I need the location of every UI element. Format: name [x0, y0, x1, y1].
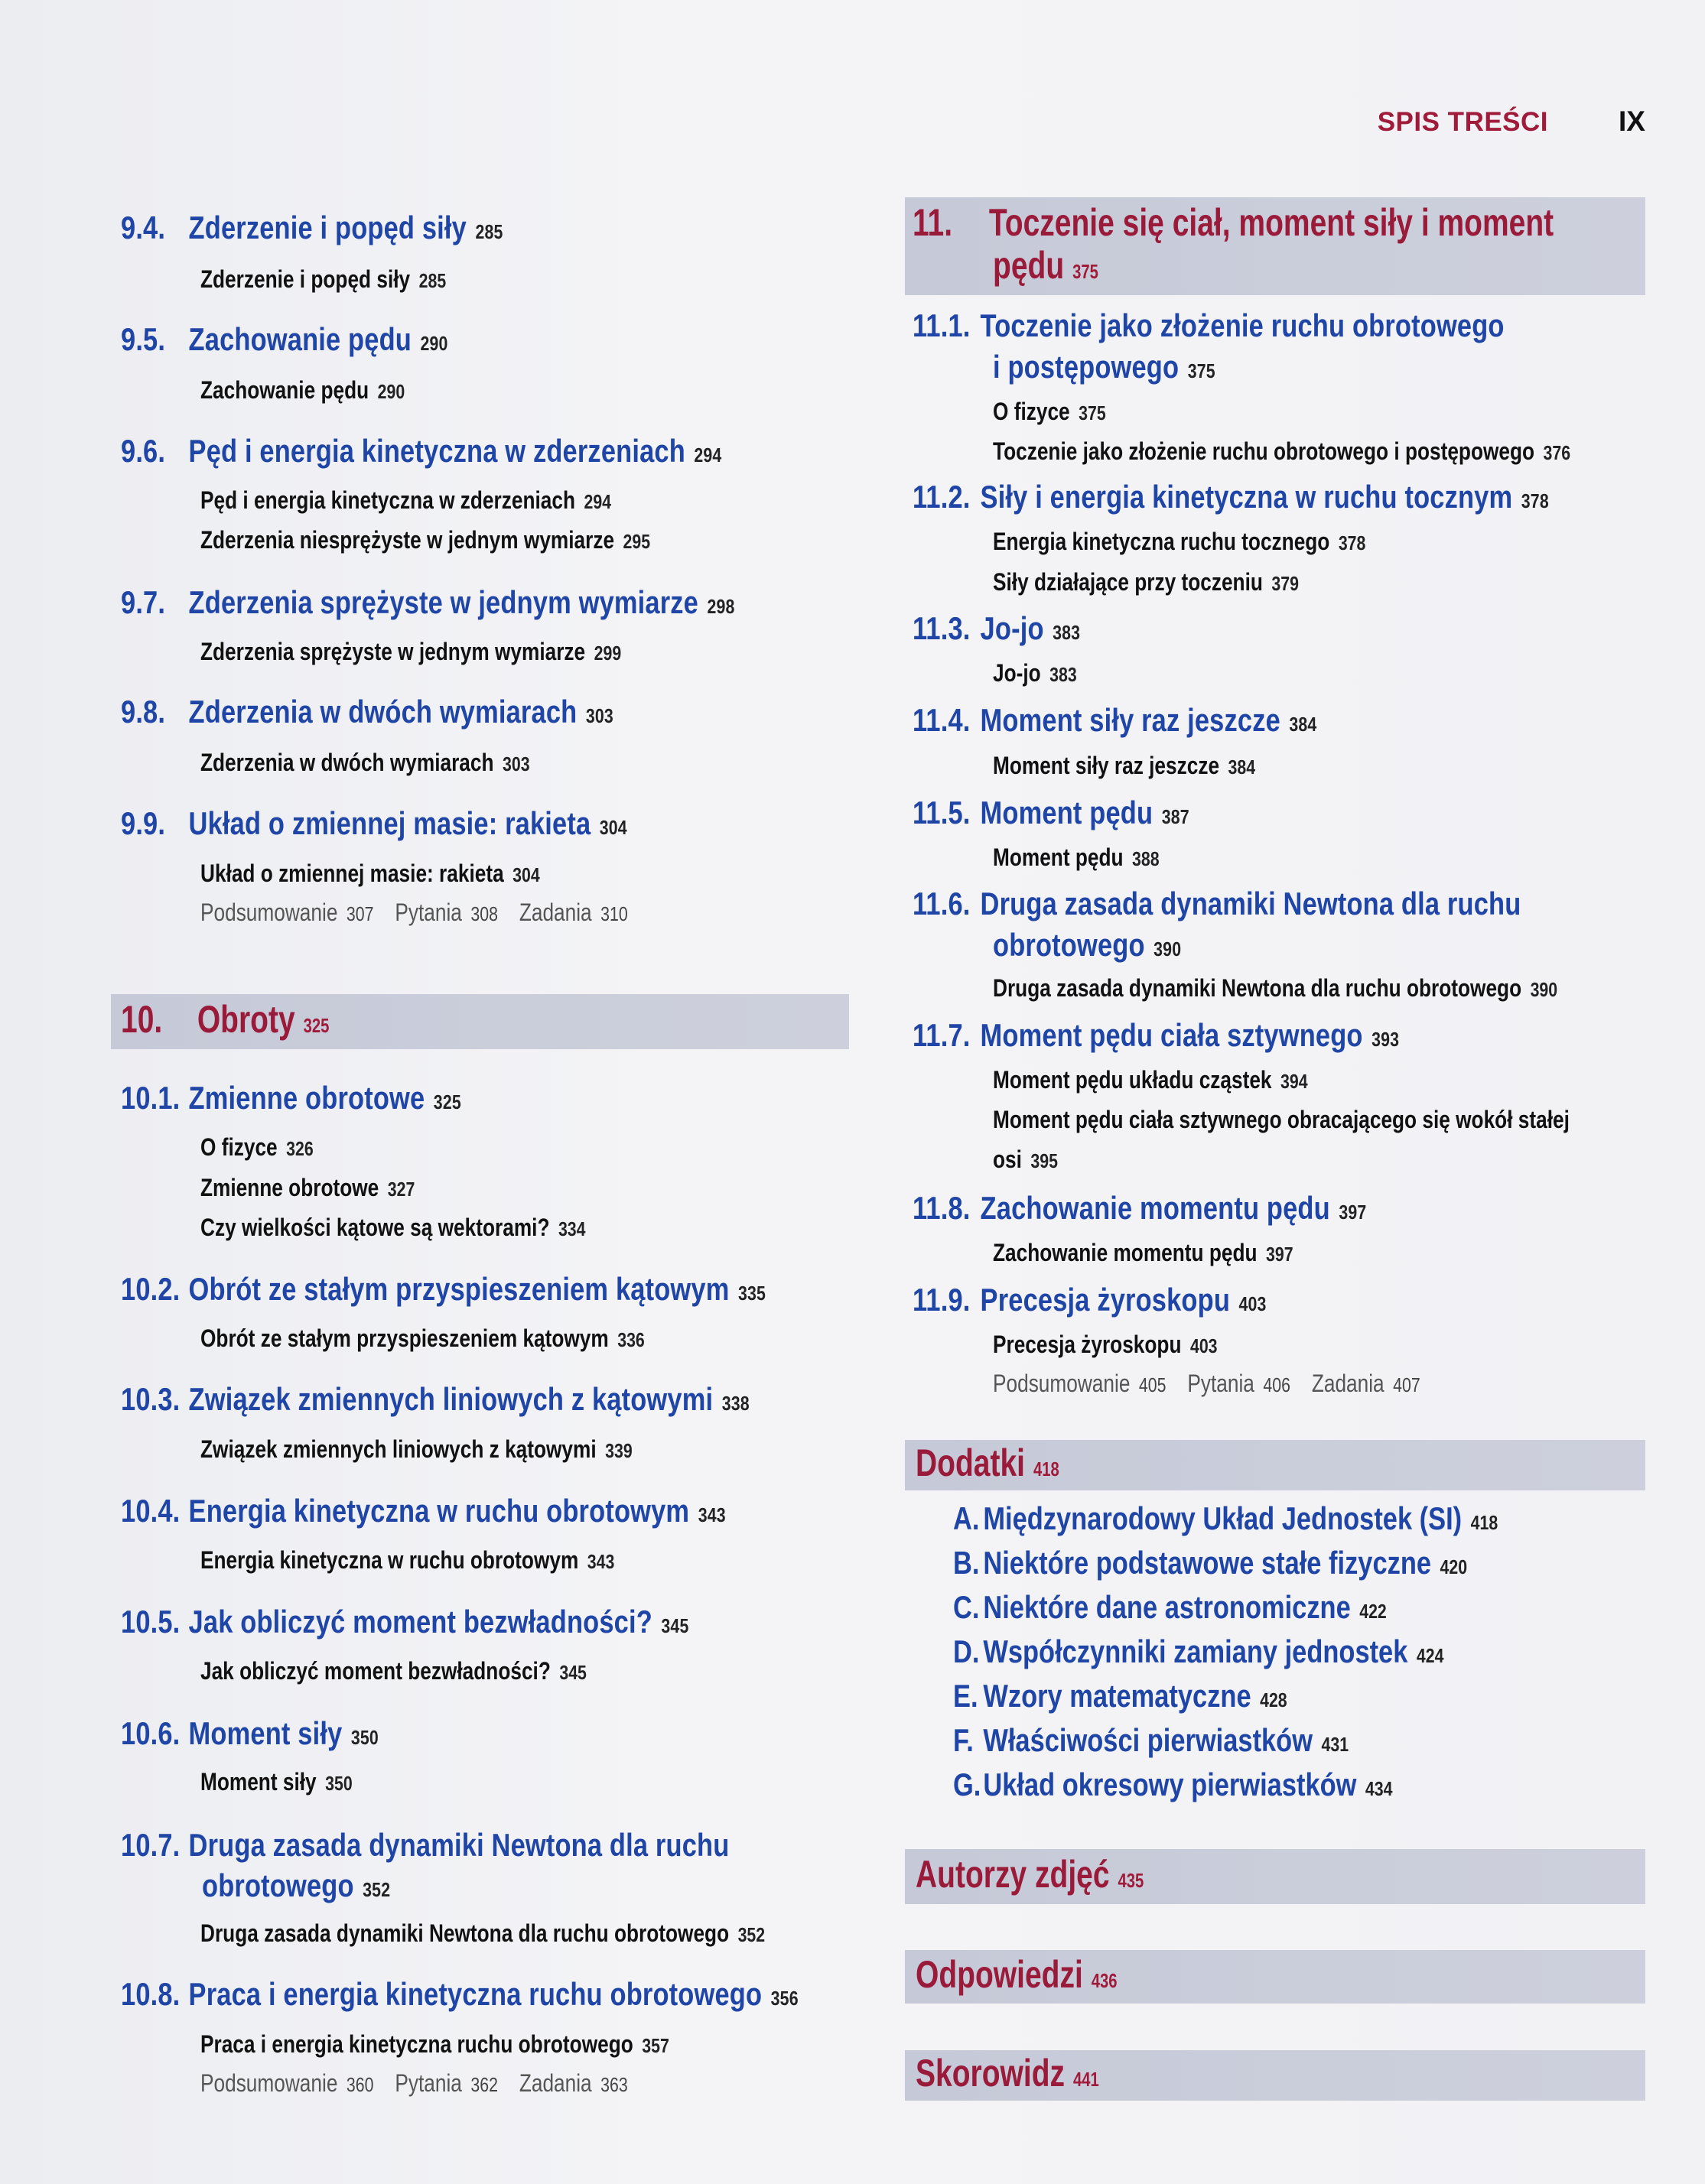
toc-subsection[interactable]: O fizyce 375	[993, 398, 1106, 425]
toc-subsection[interactable]: Moment pędu 388	[993, 843, 1160, 871]
toc-appendix-d[interactable]: D. Współczynniki zamiany jednostek 424	[953, 1633, 1444, 1669]
toc-section-11-6[interactable]: 11.6. Druga zasada dynamiki Newtona dla ruchu	[913, 886, 1521, 921]
toc-section-10-6[interactable]: 10.6. Moment siły 350	[121, 1715, 379, 1751]
toc-subsection[interactable]: Energia kinetyczna ruchu tocznego 378	[993, 528, 1366, 555]
toc-skorowidz[interactable]: Skorowidz 441	[916, 2052, 1099, 2095]
toc-section-11-1[interactable]: 11.1. Toczenie jako złożenie ruchu obrotowego	[913, 307, 1505, 343]
toc-subsection[interactable]: Czy wielkości kątowe są wektorami? 334	[200, 1214, 586, 1241]
toc-section-11-3[interactable]: 11.3. Jo-jo 383	[913, 610, 1081, 646]
toc-appendix-b[interactable]: B. Niektóre podstawowe stałe fizyczne 420	[953, 1545, 1468, 1581]
header-title: SPIS TREŚCI	[1377, 107, 1549, 137]
toc-subsection[interactable]: Obrót ze stałym przyspieszeniem kątowym 336	[200, 1324, 645, 1352]
toc-section-11-9[interactable]: 11.9. Precesja żyroskopu 403	[913, 1282, 1267, 1318]
toc-section-9-4[interactable]: 9.4. Zderzenie i popęd siły 285	[121, 210, 503, 245]
toc-chapter-9-summary[interactable]: Podsumowanie 307 Pytania 308 Zadania 310	[200, 899, 628, 926]
toc-subsection[interactable]: Zderzenie i popęd siły 285	[200, 265, 447, 293]
toc-section-9-8[interactable]: 9.8. Zderzenia w dwóch wymiarach 303	[121, 694, 613, 730]
toc-subsection[interactable]: Toczenie jako złożenie ruchu obrotowego i postępowego 376	[993, 437, 1571, 465]
toc-section-10-5[interactable]: 10.5. Jak obliczyć moment bezwładności? 345	[121, 1604, 689, 1640]
toc-section-11-6-cont[interactable]: obrotowego 390	[993, 927, 1182, 963]
toc-section-9-5[interactable]: 9.5. Zachowanie pędu 290	[121, 321, 448, 357]
toc-chapter-10[interactable]: 10. Obroty 325	[121, 998, 330, 1041]
toc-appendix-f[interactable]: F. Właściwości pierwiastków 431	[953, 1722, 1349, 1758]
toc-section-10-7-cont[interactable]: obrotowego 352	[202, 1867, 391, 1903]
toc-subsection[interactable]: Siły działające przy toczeniu 379	[993, 568, 1299, 596]
toc-appendix-a[interactable]: A. Międzynarodowy Układ Jednostek (SI) 418	[953, 1500, 1498, 1536]
toc-section-11-1-cont[interactable]: i postępowego 375	[993, 349, 1215, 385]
toc-subsection[interactable]: Zderzenia niesprężyste w jednym wymiarze 295	[200, 526, 651, 554]
toc-section-10-8[interactable]: 10.8. Praca i energia kinetyczna ruchu obrotowego 356	[121, 1976, 799, 2012]
toc-odpowiedzi[interactable]: Odpowiedzi 436	[916, 1953, 1118, 1996]
toc-appendix-e[interactable]: E. Wzory matematyczne 428	[953, 1678, 1287, 1714]
toc-section-10-7[interactable]: 10.7. Druga zasada dynamiki Newtona dla ruchu	[121, 1827, 730, 1863]
toc-subsection[interactable]: O fizyce 326	[200, 1133, 314, 1161]
toc-section-10-3[interactable]: 10.3. Związek zmiennych liniowych z kątowymi 338	[121, 1381, 750, 1417]
toc-appendix-c[interactable]: C. Niektóre dane astronomiczne 422	[953, 1589, 1387, 1625]
toc-section-10-1[interactable]: 10.1. Zmienne obrotowe 325	[121, 1080, 461, 1116]
toc-subsection[interactable]: Praca i energia kinetyczna ruchu obrotowego 357	[200, 2030, 669, 2058]
toc-subsection[interactable]: Pęd i energia kinetyczna w zderzeniach 294	[200, 486, 612, 514]
toc-section-11-7[interactable]: 11.7. Moment pędu ciała sztywnego 393	[913, 1017, 1400, 1053]
toc-subsection[interactable]: Jak obliczyć moment bezwładności? 345	[200, 1657, 587, 1685]
toc-chapter-10-summary[interactable]: Podsumowanie 360 Pytania 362 Zadania 363	[200, 2069, 628, 2097]
toc-subsection[interactable]: Zachowanie pędu 290	[200, 376, 405, 404]
toc-subsection[interactable]: Jo-jo 383	[993, 659, 1077, 687]
toc-section-9-9[interactable]: 9.9. Układ o zmiennej masie: rakieta 304	[121, 805, 627, 841]
toc-section-11-2[interactable]: 11.2. Siły i energia kinetyczna w ruchu tocznym 378	[913, 479, 1549, 515]
toc-subsection[interactable]: Związek zmiennych liniowych z kątowymi 339	[200, 1435, 633, 1463]
header-page-number: IX	[1619, 106, 1645, 137]
toc-subsection[interactable]: Zachowanie momentu pędu 397	[993, 1239, 1293, 1266]
toc-subsection[interactable]: Układ o zmiennej masie: rakieta 304	[200, 860, 540, 887]
toc-section-11-4[interactable]: 11.4. Moment siły raz jeszcze 384	[913, 702, 1317, 738]
toc-dodatki[interactable]: Dodatki 418	[916, 1441, 1059, 1484]
toc-subsection-cont[interactable]: osi 395	[993, 1146, 1058, 1173]
toc-appendix-g[interactable]: G.Układ okresowy pierwiastków 434	[953, 1766, 1393, 1802]
toc-subsection[interactable]: Moment pędu układu cząstek 394	[993, 1066, 1308, 1094]
toc-autorzy-zdjec[interactable]: Autorzy zdjęć 435	[916, 1853, 1144, 1896]
toc-chapter-11-summary[interactable]: Podsumowanie 405 Pytania 406 Zadania 407	[993, 1370, 1420, 1397]
toc-subsection[interactable]: Druga zasada dynamiki Newtona dla ruchu obrotowego 352	[200, 1919, 766, 1947]
toc-subsection[interactable]: Energia kinetyczna w ruchu obrotowym 343	[200, 1546, 615, 1574]
toc-section-10-4[interactable]: 10.4. Energia kinetyczna w ruchu obrotowym 343	[121, 1493, 726, 1529]
toc-subsection[interactable]: Precesja żyroskopu 403	[993, 1331, 1218, 1358]
toc-subsection[interactable]: Zderzenia w dwóch wymiarach 303	[200, 749, 530, 776]
toc-subsection[interactable]: Moment siły raz jeszcze 384	[993, 752, 1256, 779]
toc-chapter-11[interactable]: 11. Toczenie się ciał, moment siły i moment	[913, 201, 1554, 244]
toc-section-11-5[interactable]: 11.5. Moment pędu 387	[913, 795, 1189, 830]
toc-subsection[interactable]: Zderzenia sprężyste w jednym wymiarze 299	[200, 638, 622, 665]
page-header	[1378, 106, 1645, 138]
toc-subsection[interactable]: Druga zasada dynamiki Newtona dla ruchu obrotowego 390	[993, 974, 1558, 1002]
toc-subsection[interactable]: Moment pędu ciała sztywnego obracającego się wokół stałej	[993, 1106, 1570, 1133]
toc-subsection[interactable]: Zmienne obrotowe 327	[200, 1174, 415, 1201]
toc-subsection[interactable]: Moment siły 350	[200, 1768, 353, 1796]
toc-section-9-7[interactable]: 9.7. Zderzenia sprężyste w jednym wymiarze 298	[121, 584, 735, 620]
toc-section-9-6[interactable]: 9.6. Pęd i energia kinetyczna w zderzeniach 294	[121, 433, 722, 469]
toc-chapter-11-cont[interactable]: pędu 375	[993, 244, 1098, 287]
toc-section-11-8[interactable]: 11.8. Zachowanie momentu pędu 397	[913, 1190, 1367, 1226]
toc-section-10-2[interactable]: 10.2. Obrót ze stałym przyspieszeniem kątowym 335	[121, 1271, 766, 1307]
